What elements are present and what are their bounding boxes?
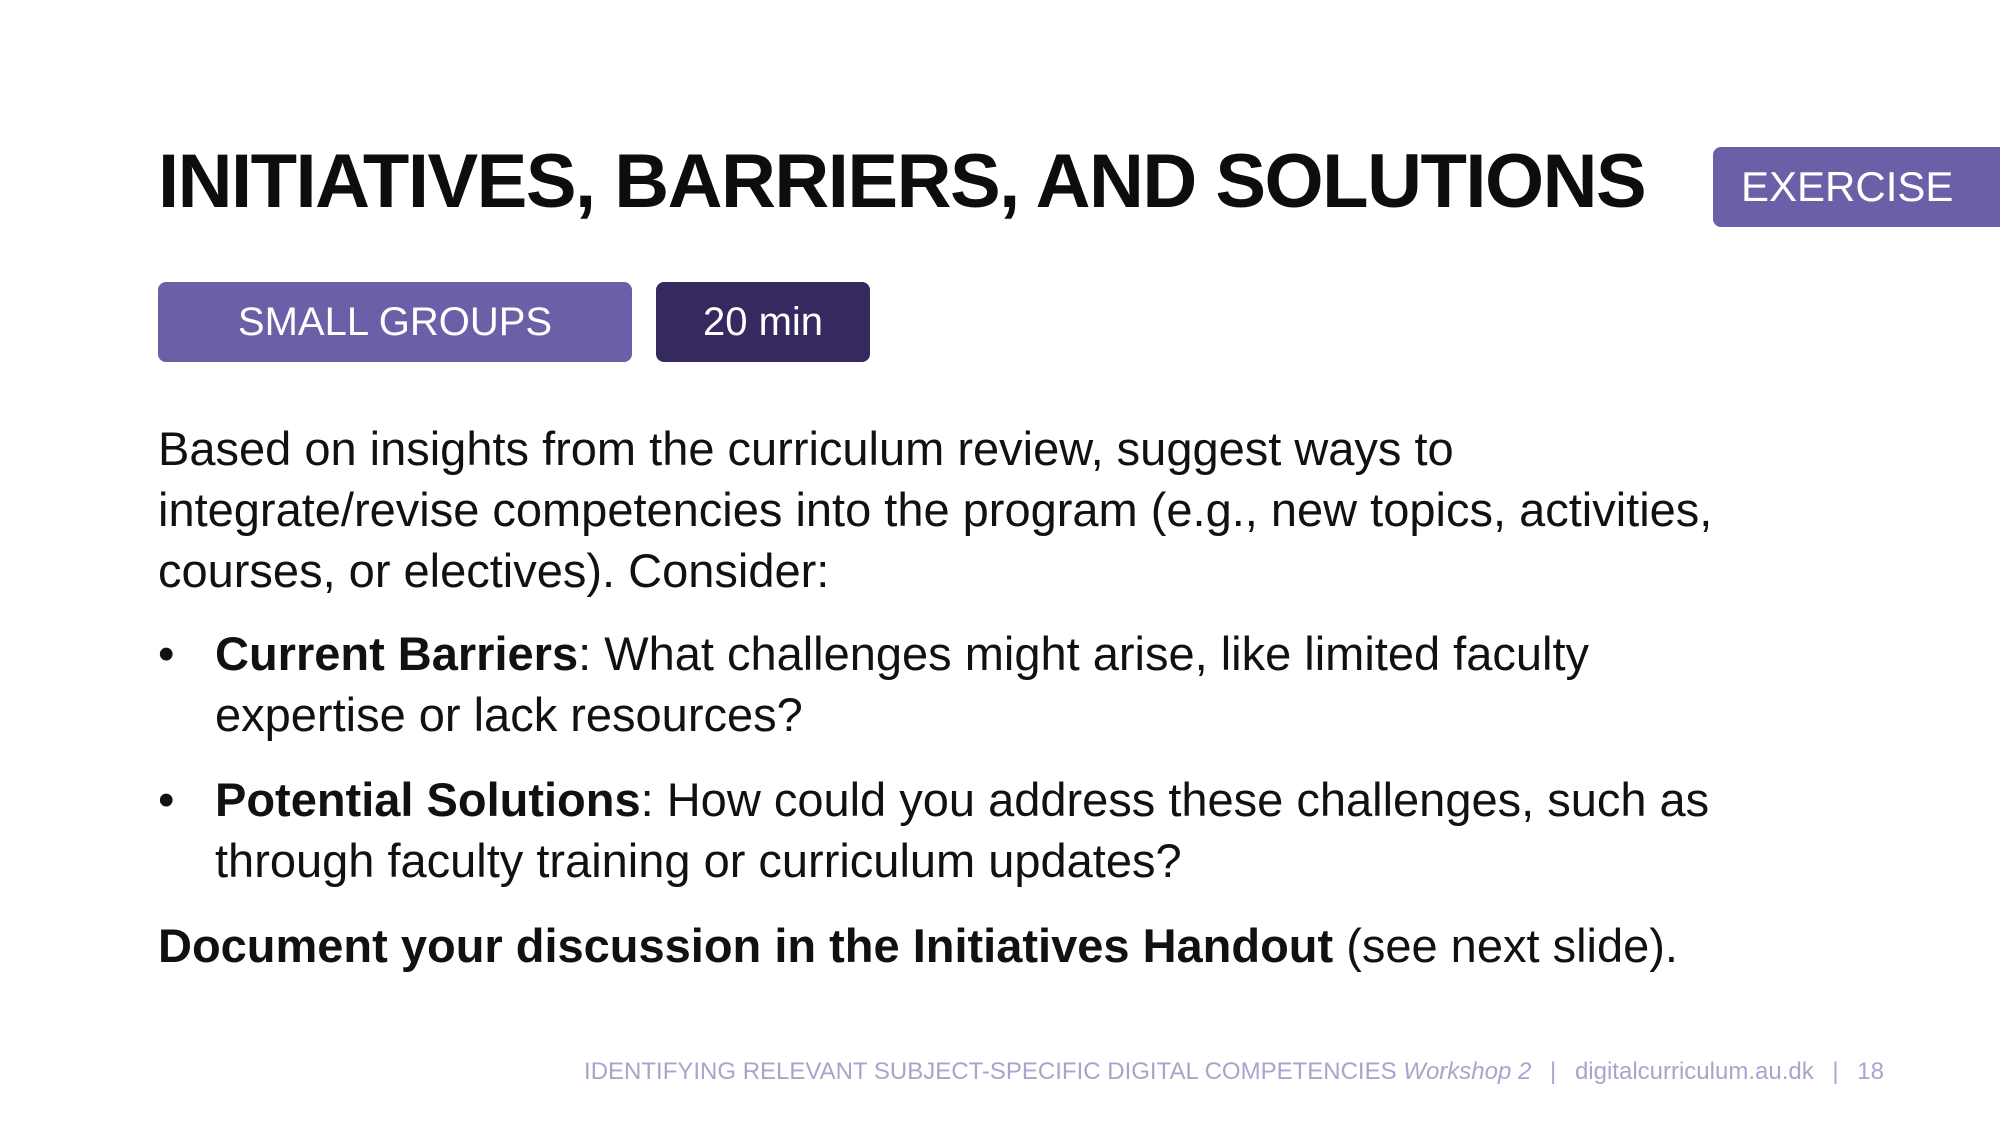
footer-workshop: Workshop 2: [1403, 1058, 1532, 1085]
bullet-text: : How could you address these challenges, such as through faculty training or curriculum updates?: [215, 773, 1710, 887]
bullet-dot-icon: •: [158, 773, 175, 826]
closing-instruction: [158, 915, 1718, 976]
exercise-tag: EXERCISE: [1713, 147, 2000, 227]
bullet-list: [158, 623, 1718, 891]
footer-site: digitalcurriculum.au.dk: [1574, 1058, 1814, 1085]
small-groups-badge: SMALL GROUPS: [158, 282, 632, 362]
bullet-term: Current Barriers: [215, 627, 579, 680]
bullet-term: Potential Solutions: [215, 773, 641, 826]
slide-footer: [584, 1058, 1884, 1086]
bullet-dot-icon: •: [158, 627, 175, 680]
intro-paragraph: Based on insights from the curriculum review, suggest ways to integrate/revise competencies into the program (e.g., new topics, activities, courses, or electives). Consider:: [158, 422, 1713, 597]
slide-title: INITIATIVES, BARRIERS, AND SOLUTIONS: [158, 139, 1646, 224]
closing-rest-text: (see next slide).: [1333, 919, 1678, 972]
duration-badge: 20 min: [656, 282, 870, 362]
bullet-current-barriers: [158, 623, 1718, 745]
footer-separator: |: [1550, 1058, 1557, 1085]
footer-page-number: 18: [1857, 1058, 1884, 1085]
bullet-text: : What challenges might arise, like limited faculty expertise or lack resources?: [215, 627, 1590, 741]
bullet-potential-solutions: [158, 769, 1718, 891]
closing-bold-text: Document your discussion in the Initiatives Handout: [158, 919, 1334, 972]
footer-separator: |: [1832, 1058, 1839, 1085]
slide-body: [158, 418, 1718, 976]
footer-course-title: IDENTIFYING RELEVANT SUBJECT-SPECIFIC DIGITAL COMPETENCIES: [584, 1058, 1397, 1085]
